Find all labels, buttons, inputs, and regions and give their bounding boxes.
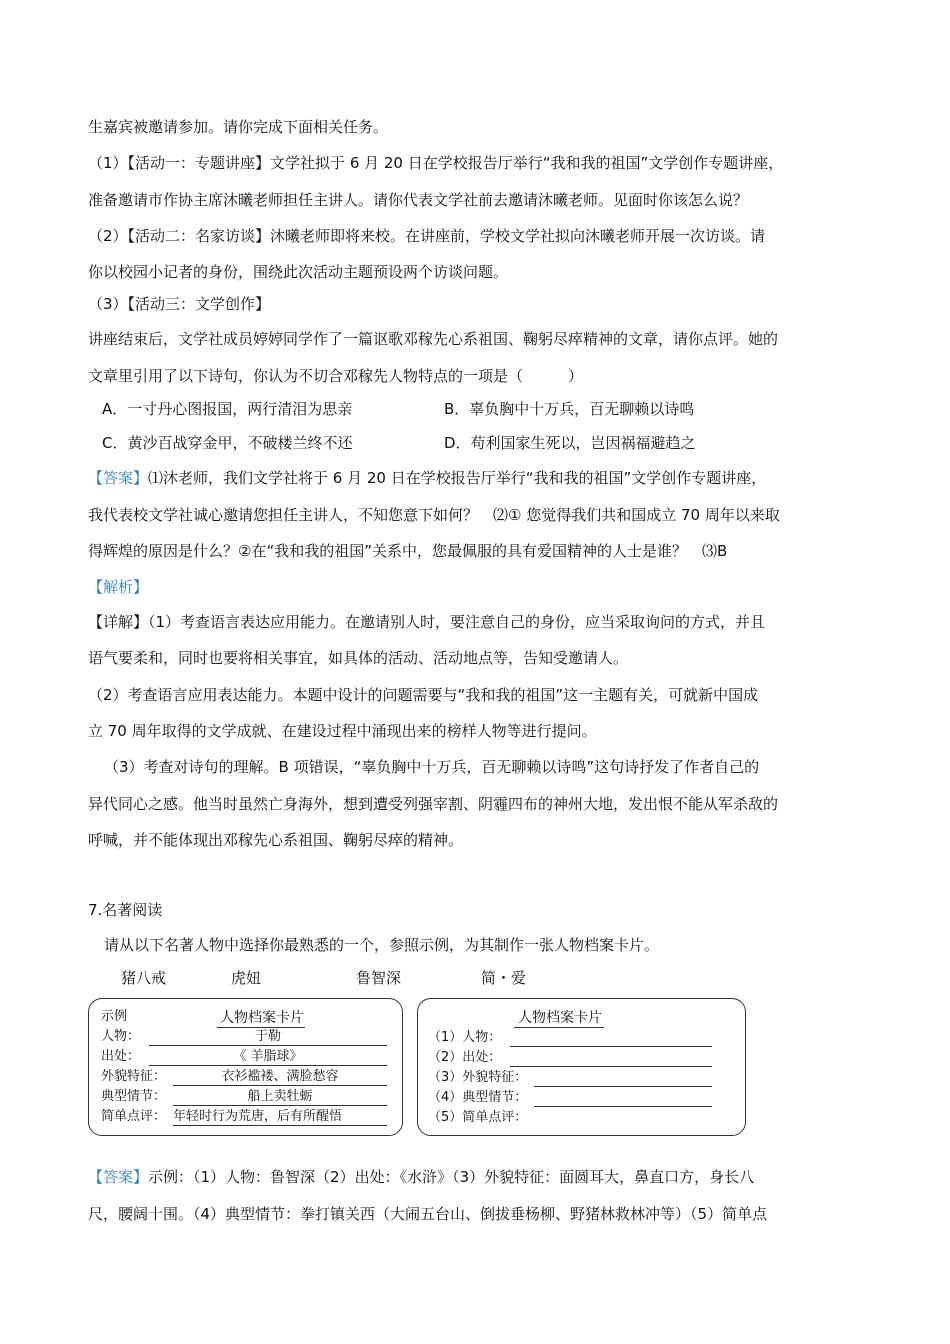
- question-prompt: 请从以下名著人物中选择你最熟悉的一个，参照示例，为其制作一张人物档案卡片。: [104, 936, 660, 954]
- field-label: （1）人物：: [428, 1030, 502, 1045]
- title-underline: [514, 1027, 604, 1028]
- character-name: 虎妞: [231, 969, 262, 987]
- question-title: 7.名著阅读: [88, 901, 163, 919]
- field-label: 典型情节：: [101, 1089, 167, 1104]
- text-line: 生嘉宾被邀请参加。请你完成下面相关任务。: [88, 118, 389, 136]
- field-label: （5）简单点评：: [428, 1110, 528, 1125]
- analysis-line: （3）考查对诗句的理解。B 项错误，“辜负胸中十万兵，百无聊赖以诗鸣”这句诗抒发了作者自己的: [104, 758, 760, 776]
- field-underline: [149, 1065, 387, 1066]
- analysis-line: 语气要柔和，同时也要将相关事宜，如具体的活动、活动地点等，告知受邀请人。: [88, 649, 629, 667]
- field-label: 人物：: [101, 1029, 141, 1044]
- field-value: 年轻时行为荒唐，后有所醒悟: [173, 1109, 343, 1124]
- analysis-line: 异代同心之感。他当时虽然亡身海外，想到遭受列强宰割、阴霾四布的神州大地，发出恨不能从军杀敌的: [88, 795, 779, 813]
- option-a: A．一寸丹心图报国，两行清泪为思亲: [102, 400, 353, 418]
- text-line: 准备邀请市作协主席沐曦老师担任主讲人。请你代表文学社前去邀请沐曦老师。见面时你该怎么说？: [88, 191, 749, 209]
- answer-line: 我代表校文学社诚心邀请您担任主讲人，不知您意下如何？ ⑵① 您觉得我们共和国成立 70 周年以来取: [88, 506, 780, 524]
- answer-line: 得辉煌的原因是什么？②在“我和我的祖国”关系中，您最佩服的具有爱国精神的人士是谁？ ⑶B: [88, 542, 728, 560]
- option-c: C．黄沙百战穿金甲，不破楼兰终不还: [102, 434, 353, 452]
- field-label: 外貌特征：: [101, 1069, 167, 1084]
- answer-line: [88, 467, 868, 489]
- example-card: [88, 998, 403, 1136]
- answer-tag: 【答案】: [88, 469, 149, 487]
- field-underline: [149, 1045, 387, 1046]
- text-line: 你以校园小记者的身份，围绕此次活动主题预设两个访谈问题。: [88, 263, 509, 281]
- text-line: 文章里引用了以下诗句，你认为不切合邓稼先人物特点的一项是（ ）: [88, 367, 584, 385]
- text-line: （2）【活动二：名家访谈】沐曦老师即将来校。在讲座前，学校文学社拟向沐曦老师开展一次访谈。请: [88, 227, 766, 245]
- analysis-line: （2）考查语言应用表达能力。本题中设计的问题需要与“我和我的祖国”这一主题有关，可就新中国成: [88, 686, 759, 704]
- field-label: 出处：: [101, 1049, 141, 1064]
- text-line: （1）【活动一：专题讲座】文学社拟于 6 月 20 日在学校报告厅举行“我和我的祖国”文学创作专题讲座，: [88, 154, 784, 172]
- field-value: 于勒: [254, 1029, 281, 1044]
- field-underline: [510, 1046, 712, 1047]
- field-underline: [173, 1125, 387, 1126]
- card-title: 人物档案卡片: [220, 1010, 304, 1026]
- field-underline: [173, 1105, 387, 1106]
- text-line: 讲座结束后，文学社成员婷婷同学作了一篇讴歌邓稼先心系祖国、鞠躬尽瘁精神的文章，请你点评。她的: [88, 330, 779, 348]
- field-value: 衣衫褴褛、满脸愁容: [221, 1069, 339, 1084]
- analysis-tag: 【解析】: [88, 578, 149, 596]
- option-d: D．苟利国家生死以，岂因祸福避趋之: [444, 434, 696, 452]
- field-underline: [534, 1086, 712, 1087]
- answer-line: 尺，腰阔十围。（4）典型情节：拳打镇关西（大闹五台山、倒拔垂杨柳、野猪林救林冲等）（5）简单点: [88, 1205, 768, 1223]
- option-b: B．辜负胸中十万兵，百无聊赖以诗鸣: [444, 400, 695, 418]
- field-label: （3）外貌特征：: [428, 1070, 528, 1085]
- example-corner-label: 示例: [101, 1009, 128, 1024]
- field-label: （2）出处：: [428, 1050, 502, 1065]
- character-name: 简・爱: [481, 969, 527, 987]
- text-line: （3）【活动三：文学创作】: [88, 295, 271, 313]
- answer-tag: 【答案】: [88, 1168, 149, 1186]
- analysis-line: 【详解】（1）考查语言表达应用能力。在邀请别人时，要注意自己的身份，应当采取询问的方式，并且: [88, 613, 766, 631]
- field-value: 船上卖牡蛎: [247, 1089, 313, 1104]
- card-title: 人物档案卡片: [518, 1010, 602, 1026]
- answer-text: 示例：（1）人物：鲁智深（2）出处：《水浒》（3）外貌特征：面圆耳大，鼻直口方，身长八: [148, 1168, 755, 1186]
- field-value: 《 羊脂球》: [233, 1049, 303, 1064]
- field-label: （4）典型情节：: [428, 1090, 528, 1105]
- answer-text: ⑴沐老师，我们文学社将于 6 月 20 日在学校报告厅举行“我和我的祖国”文学创作专题讲座，: [148, 469, 767, 487]
- analysis-line: 呼喊，并不能体现出邓稼先心系祖国、鞠躬尽瘁的精神。: [88, 831, 464, 849]
- field-underline: [173, 1085, 387, 1086]
- analysis-line: 立 70 周年取得的文学成就、在建设过程中涌现出来的榜样人物等进行提问。: [88, 722, 597, 740]
- answer-line: [88, 1166, 868, 1188]
- blank-card: [417, 998, 746, 1136]
- field-label: 简单点评：: [101, 1109, 167, 1124]
- field-underline: [510, 1066, 712, 1067]
- field-underline: [534, 1106, 712, 1107]
- character-name: 鲁智深: [356, 969, 402, 987]
- character-name: 猪八戒: [121, 969, 167, 987]
